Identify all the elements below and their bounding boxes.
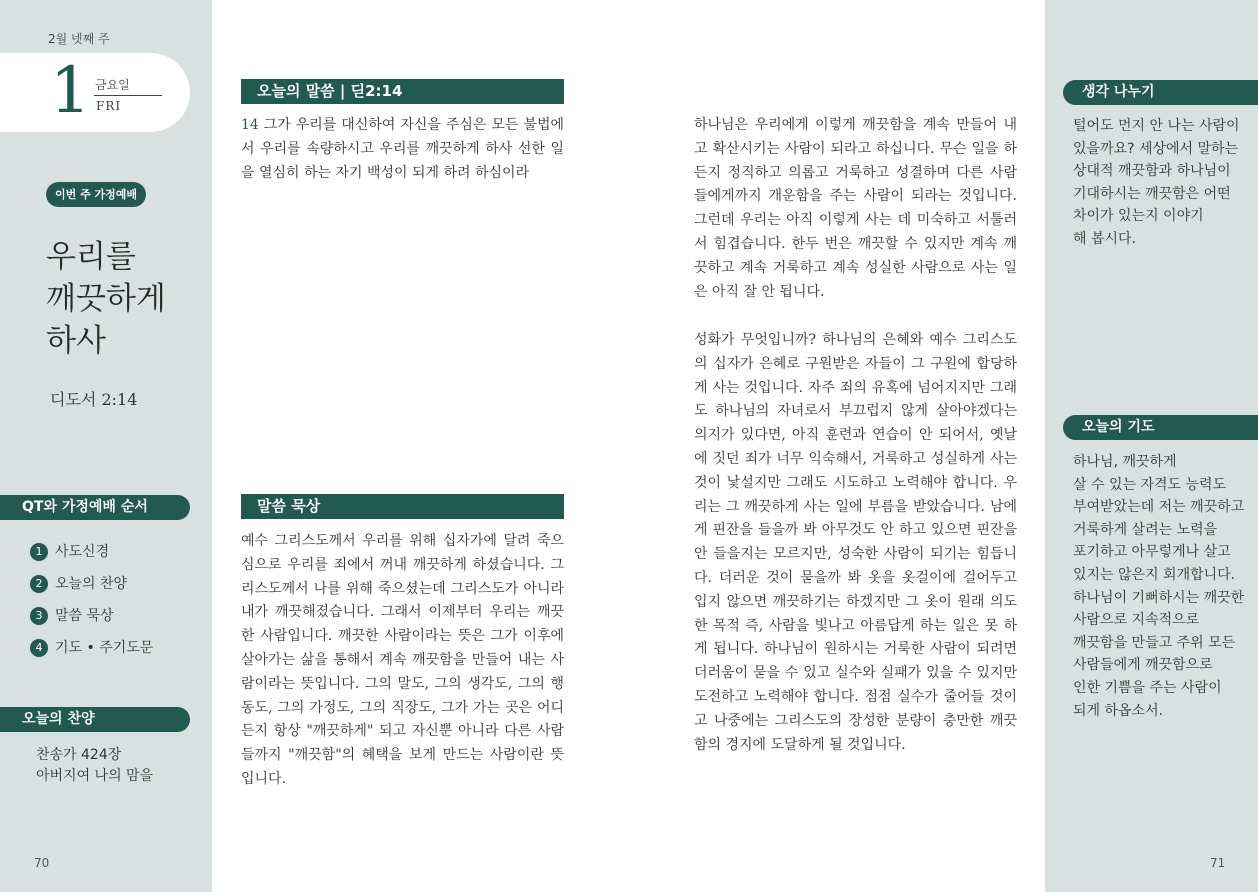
verse-text: 그가 우리를 대신하여 자신을 주심은 모든 불법에서 우리를 속량하시고 우리를 깨끗하게 하사 선한 일을 열심히 하는 자기 백성이 되게 하려 하심이라 bbox=[241, 117, 564, 181]
day-english: FRI bbox=[96, 99, 122, 113]
date-number: 1 bbox=[50, 54, 91, 128]
body-paragraph: 성화가 무엇입니까? 하나님의 은혜와 예수 그리스도의 십자가 은혜로 구원받은 자들이 그 구원에 합당하게 사는 것입니다. 자주 죄의 유혹에 넘어지지만 그래도 하나님의 자녀로서 부끄럽지 않게 살아야겠다는 의지가 있다면, 아직 훈련과 연습이 안 되어서, 옛날에 짓던 죄가 너무 익숙해서, 거룩하고 성실하게 사는 것이 낯설지만 그래도 시도하고 노력해야 합니다. 우리는 그 깨끗하게 사는 일에 부름을 받았습니다. 남에게 핀잔을 들을까 봐 아무것도 안 하고 있으면 핀잔을 안 들을지는 모르지만, 성숙한 사람이 되기는 힘듭니다. 더러운 것이 묻을까 봐 옷을 옷걸이에 걸어두고 입지 않으면 깨끗하기는 하겠지만 그 옷이 원래 의도한 목적 즉, 사람을 빛나고 아름답게 하는 일은 못 하게 됩니다. 하나님이 원하시는 거룩한 사람이 되려면 더러움이 묻을 수 있고 실수와 실패가 있을 수 있지만 도전하고 노력해야 합니다. 점점 실수가 줄어들 것이고 나중에는 그리스도의 장성한 분량이 충만한 깨끗함의 경지에 도달하게 될 것입니다. bbox=[694, 332, 1017, 753]
day-korean: 금요일 bbox=[95, 78, 130, 92]
order-item bbox=[30, 542, 109, 562]
page-number-right: 71 bbox=[1210, 856, 1226, 870]
week-label: 2월 넷째 주 bbox=[48, 32, 110, 46]
devotional-title bbox=[46, 236, 166, 362]
share-line: 기대하시는 깨끗함은 어떤 bbox=[1073, 185, 1231, 202]
share-line: 상대적 깨끗함과 하나님이 bbox=[1073, 163, 1231, 180]
title-line: 깨끗하게 bbox=[46, 281, 166, 317]
hymn-header: 오늘의 찬양 bbox=[0, 707, 190, 732]
prayer-header: 오늘의 기도 bbox=[1063, 415, 1258, 440]
number-badge: 2 bbox=[30, 575, 48, 593]
prayer-line: 사람으로 지속적으로 bbox=[1073, 612, 1200, 629]
prayer-line: 부여받았는데 저는 깨끗하고 bbox=[1073, 499, 1245, 516]
verse-number: 14 bbox=[241, 117, 259, 133]
order-item bbox=[30, 574, 127, 594]
share-line: 차이가 있는지 이야기 bbox=[1073, 208, 1204, 225]
prayer-line: 거룩하게 살려는 노력을 bbox=[1073, 521, 1218, 538]
meditation-header: 말씀 묵상 bbox=[241, 494, 564, 519]
page-number-left: 70 bbox=[34, 856, 50, 870]
share-body bbox=[1073, 115, 1253, 251]
scripture-reference: 디도서 2:14 bbox=[50, 390, 138, 409]
prayer-line: 사람들에게 깨끗함으로 bbox=[1073, 657, 1213, 674]
title-line: 우리를 bbox=[46, 239, 136, 275]
prayer-line: 살 수 있는 자격도 능력도 bbox=[1073, 476, 1227, 493]
body-paragraph: 하나님은 우리에게 이렇게 깨끗함을 계속 만들어 내고 확산시키는 사람이 되라고 하십니다. 무슨 일을 하든지 정직하고 의롭고 거룩하고 성결하며 다른 사람들에게까지 개운함을 주는 사람이 되라는 것입니다. 그런데 우리는 아직 이렇게 사는 데 미숙하고 서툴러서 힘겹습니다. 한두 번은 깨끗할 수 있지만 계속 깨끗하고 계속 거룩하고 계속 성실한 사람으로 사는 일은 아직 잘 안 됩니다. bbox=[694, 117, 1017, 300]
prayer-line: 하나님이 기뻐하시는 깨끗한 bbox=[1073, 589, 1245, 606]
share-line: 털어도 먼지 안 나는 사람이 bbox=[1073, 118, 1240, 134]
prayer-line: 포기하고 아무렇게나 살고 bbox=[1073, 544, 1231, 561]
order-item-label: 사도신경 bbox=[55, 544, 110, 560]
prayer-line: 깨끗함을 만들고 주위 모든 bbox=[1073, 634, 1236, 651]
number-badge: 4 bbox=[30, 639, 48, 657]
order-item-label: 기도 • 주기도문 bbox=[55, 640, 154, 656]
prayer-line: 하나님, 깨끗하게 bbox=[1073, 454, 1177, 470]
order-item-label: 말씀 묵상 bbox=[55, 608, 114, 624]
prayer-body bbox=[1073, 451, 1253, 722]
today-word-verse bbox=[241, 114, 564, 185]
hymn-number: 찬송가 424장 bbox=[36, 747, 122, 763]
number-badge: 3 bbox=[30, 607, 48, 625]
prayer-line: 되게 하옵소서. bbox=[1073, 702, 1164, 719]
hymn-title: 아버지여 나의 맘을 bbox=[36, 768, 154, 784]
share-header: 생각 나누기 bbox=[1063, 80, 1258, 105]
title-line: 하사 bbox=[46, 323, 106, 359]
day-divider bbox=[94, 95, 162, 96]
share-line: 해 봅시다. bbox=[1073, 230, 1136, 247]
today-word-header: 오늘의 말씀 | 딛2:14 bbox=[241, 79, 564, 104]
number-badge: 1 bbox=[30, 543, 48, 561]
weekly-worship-badge: 이번 주 가정예배 bbox=[46, 182, 146, 207]
order-item bbox=[30, 638, 153, 658]
order-header: QT와 가정예배 순서 bbox=[0, 495, 190, 520]
prayer-line: 있지는 않은지 회개합니다. bbox=[1073, 566, 1236, 583]
meditation-body: 예수 그리스도께서 우리를 위해 십자가에 달려 죽으심으로 우리를 죄에서 꺼내 깨끗하게 하셨습니다. 그리스도께서 나를 위해 죽으셨는데 그리스도가 아니라 내가 깨끗해졌습니다. 그래서 이제부터 우리는 깨끗한 사람입니다. 깨끗한 사람이라는 뜻은 그가 이후에 살아가는 삶을 통해서 계속 깨끗함을 만들어 내는 사람이라는 뜻입니다. 그의 말도, 그의 생각도, 그의 행동도, 그의 가정도, 그의 직장도, 그가 가는 곳은 어디든지 항상 "깨끗하게" 되고 자신뿐 아니라 다른 사람들까지 "깨끗함"의 혜택을 보게 만드는 사람이란 뜻입니다. bbox=[241, 533, 564, 787]
share-line: 있을까요? 세상에서 말하는 bbox=[1073, 140, 1239, 157]
order-item-label: 오늘의 찬양 bbox=[55, 576, 128, 592]
prayer-line: 인한 기쁨을 주는 사람이 bbox=[1073, 679, 1222, 696]
order-item bbox=[30, 606, 114, 626]
